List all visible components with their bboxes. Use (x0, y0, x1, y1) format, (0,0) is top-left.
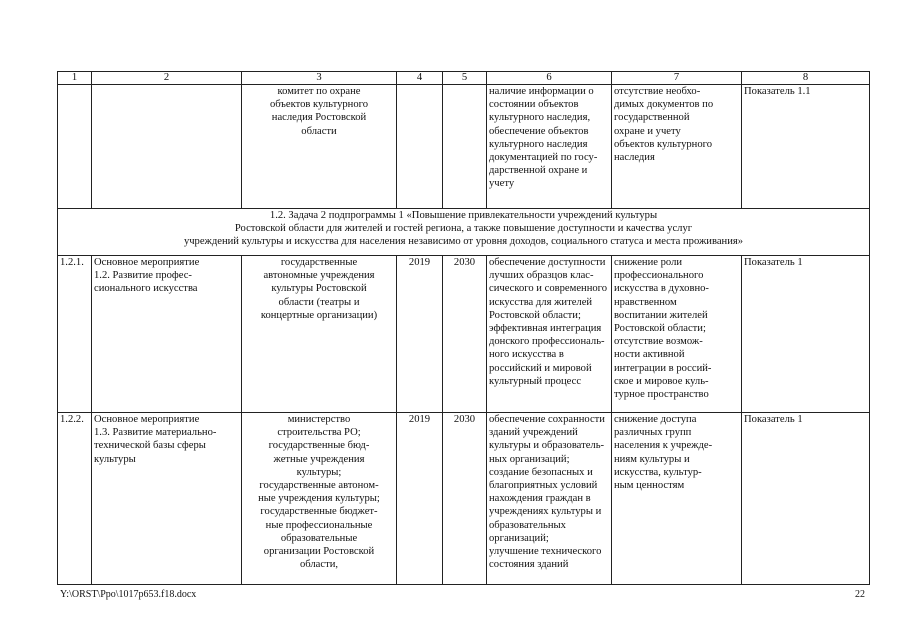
text-line: комитет по охране (277, 86, 361, 97)
task-row (58, 209, 870, 256)
header-cell: 8 (742, 72, 870, 85)
header-cell: 3 (242, 72, 397, 85)
text-line: наследия (614, 152, 655, 164)
text-line: ское и мировое куль- (614, 375, 709, 387)
text-line: Ростовской области для жителей и гостей региона, а также повышение доступности и качества услуг (234, 223, 693, 235)
text-line: концертные организации) (260, 309, 378, 321)
text-line: российский и мировой (489, 362, 592, 374)
text-line: обеспечение объектов (489, 125, 589, 137)
text-line: димых документов по (614, 99, 714, 111)
text-line: эффективная интеграция (489, 323, 602, 335)
start-year-cell (397, 85, 443, 209)
text-line: области (301, 125, 337, 137)
text-line: культурного наследия, (489, 112, 591, 124)
indicator-cell: Показатель 1 (742, 413, 870, 585)
text-line: благоприятных условий (489, 480, 598, 492)
indicator-cell (742, 85, 870, 209)
text-line: Основное мероприятие (94, 257, 200, 268)
end-year-cell (443, 85, 487, 209)
result-cell (487, 256, 612, 413)
text-line: культурный процесс (489, 375, 582, 387)
text-line: организации Ростовской (263, 546, 375, 558)
executor-cell (242, 413, 397, 585)
text-line: профессионального (614, 270, 704, 282)
text-line: образовательных (489, 519, 566, 531)
text-line: культуры (94, 453, 136, 465)
result-cell (487, 413, 612, 585)
end-year-cell: 2030 (443, 413, 487, 585)
text-line: образовательные (280, 532, 358, 544)
start-year-cell: 2019 (397, 413, 443, 585)
text-line: обеспечение сохранности (489, 414, 605, 425)
text-line: состоянии объектов (489, 99, 579, 111)
text-line: культуры; (296, 466, 342, 478)
text-line: состояния зданий (489, 559, 569, 571)
text-line: снижение роли (614, 257, 683, 268)
text-line: нравственном (614, 296, 677, 308)
measure-cell (92, 413, 242, 585)
table-row (58, 256, 870, 413)
text-line: учреждений культуры и искусства для населения независимо от уровня доходов, социального статуса и места проживания» (183, 236, 744, 248)
header-cell: 6 (487, 72, 612, 85)
executor-cell (242, 85, 397, 209)
text-line: учреждениях культуры и (489, 506, 602, 518)
num-cell: 1.2.1. (58, 256, 92, 413)
text-line: Показатель 1.1 (744, 86, 811, 97)
text-line: сионального искусства (94, 283, 198, 295)
text-line: нахождения граждан в (489, 493, 591, 505)
consequence-cell (612, 256, 742, 413)
text-line: технической базы сферы (94, 440, 206, 452)
text-line: 1.2. Задача 2 подпрограммы 1 «Повышение привлекательности учреждений культуры (269, 210, 658, 221)
text-line: сического и современного (489, 283, 608, 295)
text-line: интеграции в россий- (614, 362, 712, 374)
text-line: объектов культурного (614, 138, 713, 150)
text-line: министерство (287, 414, 351, 425)
text-line: документацией по госу- (489, 152, 598, 164)
text-line: ные профессиональные (265, 519, 373, 531)
header-cell: 7 (612, 72, 742, 85)
num-cell (58, 85, 92, 209)
text-line: различных групп (614, 427, 692, 439)
text-line: наличие информации о (489, 86, 594, 97)
text-line: обеспечение доступности (489, 257, 606, 268)
text-line: культуры Ростовской (271, 283, 367, 295)
measures-table (57, 71, 870, 585)
text-line: 1.2. Развитие профес- (94, 270, 192, 282)
result-cell (487, 85, 612, 209)
consequence-cell (612, 413, 742, 585)
text-line: искусства в духовно- (614, 283, 709, 295)
text-line: культуры и образователь- (489, 440, 605, 452)
text-line: автономные учреждения (263, 270, 375, 282)
header-cell: 2 (92, 72, 242, 85)
text-line: государственные бюд- (268, 440, 370, 452)
text-line: жетные учреждения (273, 453, 365, 465)
end-year-cell: 2030 (443, 256, 487, 413)
text-line: ным ценностям (614, 480, 685, 492)
text-line: улучшение технического (489, 546, 602, 558)
text-line: снижение доступа (614, 414, 697, 425)
executor-cell (242, 256, 397, 413)
consequence-cell (612, 85, 742, 209)
measure-cell (92, 256, 242, 413)
text-line: дарственной охране и (489, 165, 588, 177)
header-cell: 4 (397, 72, 443, 85)
text-line: ного искусства в (489, 349, 564, 361)
header-cell: 1 (58, 72, 92, 85)
text-line: лучших образцов клас- (489, 270, 594, 282)
text-line: населения к учрежде- (614, 440, 713, 452)
task-heading (58, 209, 870, 256)
text-line: турное пространство (614, 389, 709, 401)
text-line: учету (489, 178, 515, 190)
text-line: культурного наследия (489, 138, 588, 150)
header-cell: 5 (443, 72, 487, 85)
text-line: объектов культурного (269, 99, 369, 111)
num-cell: 1.2.2. (58, 413, 92, 585)
page-number: 22 (855, 589, 865, 600)
text-line: Ростовской области; (489, 309, 581, 321)
table-row (58, 413, 870, 585)
text-line: государственные (280, 257, 358, 268)
text-line: области, (299, 559, 339, 571)
indicator-cell: Показатель 1 (742, 256, 870, 413)
text-line: наследия Ростовской (271, 112, 367, 124)
text-line: ные учреждения культуры; (258, 493, 380, 505)
text-line: создание безопасных и (489, 466, 593, 478)
measure-cell (92, 85, 242, 209)
table-row (58, 85, 870, 209)
text-line: отсутствие возмож- (614, 336, 703, 348)
text-line: Ростовской области; (614, 323, 706, 335)
text-line: ниям культуры и (614, 453, 690, 465)
text-line: зданий учреждений (489, 427, 578, 439)
text-line: области (театры и (278, 296, 360, 308)
text-line: отсутствие необхо- (614, 86, 701, 97)
text-line: охране и учету (614, 125, 681, 137)
text-line: искусства для жителей (489, 296, 593, 308)
text-line: донского профессиональ- (489, 336, 605, 348)
text-line: государственной (614, 112, 690, 124)
text-line: строительства РО; (277, 427, 361, 439)
text-line: государственные автоном- (259, 480, 379, 492)
start-year-cell: 2019 (397, 256, 443, 413)
text-line: ных организаций; (489, 453, 570, 465)
text-line: государственные бюджет- (260, 506, 378, 518)
text-line: 1.3. Развитие материально- (94, 427, 217, 439)
footer-file-path: Y:\ORST\Ppo\1017p653.f18.docx (60, 589, 197, 600)
text-line: Основное мероприятие (94, 414, 200, 425)
header-row (58, 72, 870, 85)
text-line: организаций; (489, 532, 549, 544)
text-line: ности активной (614, 349, 685, 361)
text-line: воспитании жителей (614, 309, 708, 321)
text-line: искусства, культур- (614, 466, 702, 478)
